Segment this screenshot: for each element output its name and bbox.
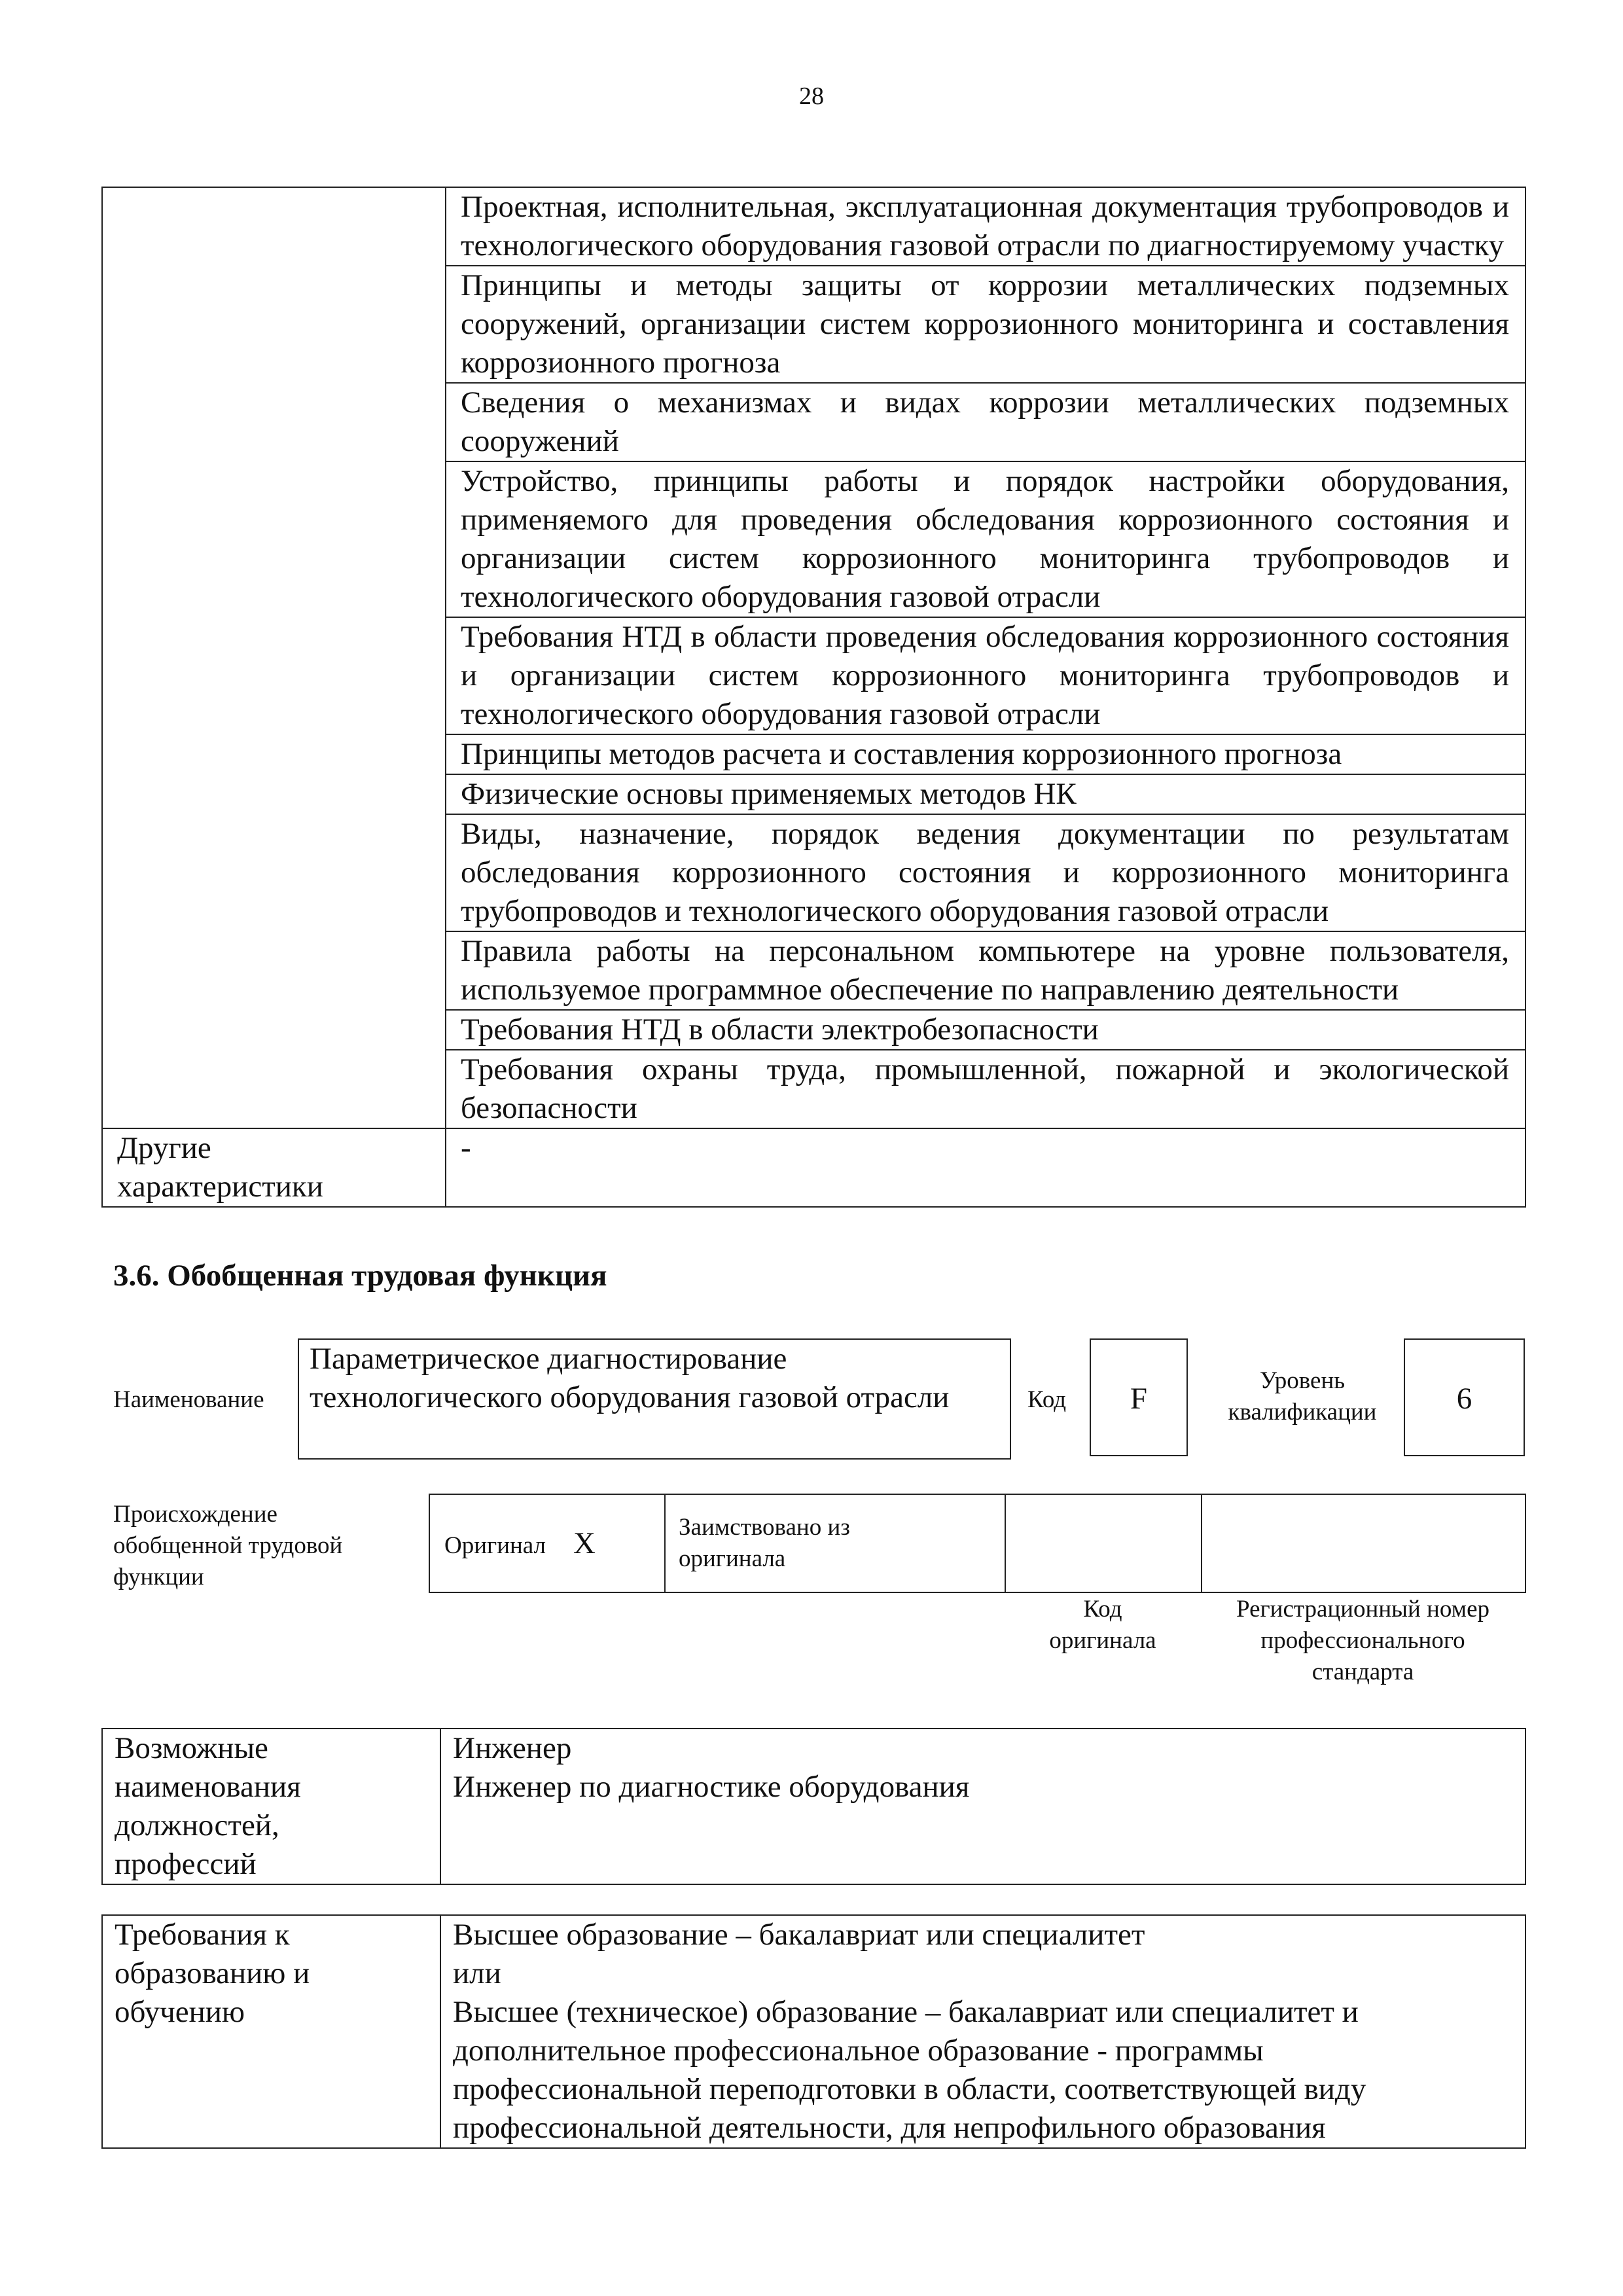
- position-item: Инженер: [453, 1731, 572, 1765]
- page-number: 28: [799, 82, 824, 110]
- knowledge-item: Принципы методов расчета и составления коррозионного прогноза: [446, 734, 1525, 774]
- borrowed-cell: [665, 1494, 1005, 1592]
- level-value-box: 6: [1404, 1338, 1525, 1456]
- knowledge-item: Требования НТД в области проведения обследования коррозионного состояния и организации систем коррозионного мониторинга трубопроводов и технологического оборудования газовой отрасли: [446, 617, 1525, 734]
- knowledge-item: Проектная, исполнительная, эксплуатационная документация трубопроводов и технологического оборудования газовой отрасли по диагностируемому участку: [446, 187, 1525, 266]
- knowledge-item: Требования НТД в области электробезопасности: [446, 1010, 1525, 1050]
- caption-line: стандарта: [1311, 1659, 1414, 1685]
- origin-label-line: функции: [113, 1564, 204, 1590]
- education-label-line: образованию и: [115, 1956, 310, 1990]
- table-row: [102, 1128, 1525, 1207]
- table-row: [429, 1494, 1525, 1592]
- education-item: или: [453, 1956, 501, 1990]
- education-label: [102, 1915, 440, 2148]
- table-row: [102, 187, 1525, 266]
- level-label-line: Уровень: [1259, 1367, 1346, 1394]
- level-label: [1201, 1365, 1404, 1428]
- original-mark: X: [573, 1526, 596, 1560]
- caption-line: Код: [1083, 1596, 1122, 1623]
- level-label-line: квалификации: [1228, 1399, 1377, 1426]
- positions-label-line: профессий: [115, 1847, 257, 1881]
- other-characteristics-label: [102, 1128, 446, 1207]
- registration-number-cell: [1202, 1494, 1525, 1592]
- knowledge-item: Требования охраны труда, промышленной, пожарной и экологической безопасности: [446, 1050, 1525, 1128]
- caption-line: Регистрационный номер: [1236, 1596, 1489, 1623]
- knowledge-item: Принципы и методы защиты от коррозии металлических подземных сооружений, организации систем коррозионного мониторинга и составления коррозионного прогноза: [446, 266, 1525, 383]
- knowledge-item: Устройство, принципы работы и порядок настройки оборудования, применяемого для проведения обследования коррозионного состояния и организации систем коррозионного мониторинга трубопроводов и технологического оборудования газовой отрасли: [446, 461, 1525, 617]
- other-characteristics-value: -: [446, 1128, 1525, 1207]
- borrowed-line: Заимствовано из: [679, 1514, 850, 1541]
- knowledge-item: Физические основы применяемых методов НК: [446, 774, 1525, 814]
- education-item: Высшее образование – бакалавриат или специалитет: [453, 1918, 1145, 1952]
- positions-label-line: Возможные: [115, 1731, 268, 1765]
- education-label-line: Требования к: [115, 1918, 290, 1952]
- origin-label: [113, 1499, 342, 1593]
- table-row: [102, 1729, 1525, 1884]
- caption-original-code: [1005, 1594, 1201, 1657]
- caption-registration-number: [1201, 1594, 1525, 1688]
- positions-label: [102, 1729, 440, 1884]
- name-label: Наименование: [113, 1386, 264, 1413]
- other-label-line: Другие: [117, 1131, 211, 1165]
- education-table: [101, 1914, 1526, 2149]
- code-value-box: F: [1090, 1338, 1188, 1456]
- positions-label-line: наименования: [115, 1770, 301, 1804]
- caption-line: профессионального: [1260, 1627, 1465, 1654]
- original-cell: [429, 1494, 665, 1592]
- original-label: Оригинал: [444, 1532, 546, 1559]
- caption-line: оригинала: [1049, 1627, 1156, 1654]
- education-label-line: обучению: [115, 1995, 245, 2029]
- positions-label-line: должностей,: [115, 1808, 279, 1842]
- origin-label-line: Происхождение: [113, 1501, 277, 1528]
- code-label: Код: [1027, 1386, 1067, 1413]
- borrowed-line: оригинала: [679, 1545, 786, 1572]
- knowledge-label-cell: [102, 187, 446, 1128]
- knowledge-item: Правила работы на персональном компьютере на уровне пользователя, используемое программное обеспечение по направлению деятельности: [446, 931, 1525, 1010]
- education-item: Высшее (техническое) образование – бакалавриат или специалитет и дополнительное профессиональное образование - программы профессиональной переподготовки в области, соответствующей виду профессиональной деятельности, для непрофильного образования: [453, 1995, 1366, 2145]
- position-item: Инженер по диагностике оборудования: [453, 1770, 970, 1804]
- positions-table: [101, 1728, 1526, 1885]
- knowledge-item: Сведения о механизмах и видах коррозии металлических подземных сооружений: [446, 383, 1525, 461]
- knowledge-table: [101, 187, 1526, 1208]
- section-title: 3.6. Обобщенная трудовая функция: [113, 1259, 607, 1293]
- table-row: [102, 1915, 1525, 2148]
- positions-value: [440, 1729, 1525, 1884]
- origin-label-line: обобщенной трудовой: [113, 1532, 343, 1559]
- education-value: [440, 1915, 1525, 2148]
- other-label-line: характеристики: [117, 1170, 323, 1204]
- knowledge-item: Виды, назначение, порядок ведения документации по результатам обследования коррозионного состояния и коррозионного мониторинга трубопроводов и технологического оборудования газовой отрасли: [446, 814, 1525, 931]
- original-code-cell: [1005, 1494, 1202, 1592]
- name-value-box: Параметрическое диагностирование технологического оборудования газовой отрасли: [298, 1338, 1011, 1460]
- origin-table: [429, 1494, 1526, 1593]
